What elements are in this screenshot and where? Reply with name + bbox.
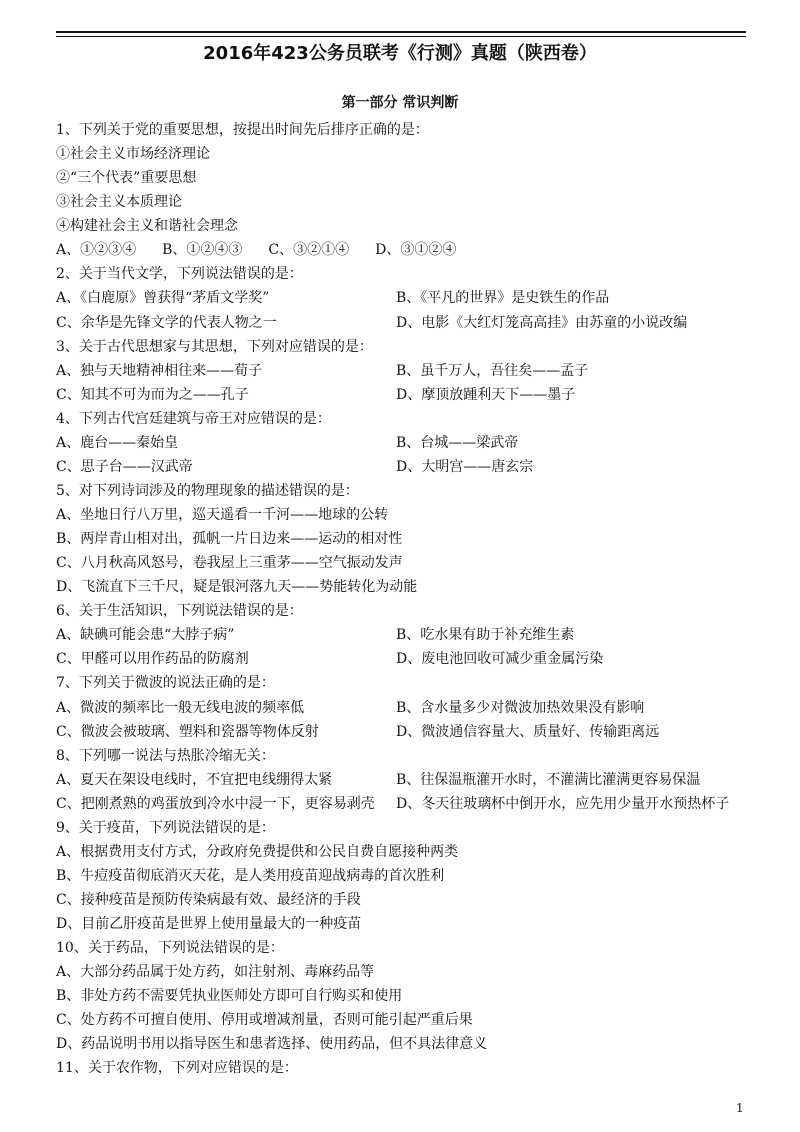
option-item: C、余华是先锋文学的代表人物之一 [56,314,277,331]
question-stem: 2、关于当代文学，下列说法错误的是： [56,266,303,283]
option-row [56,792,756,816]
option-item: B、虽千万人，吾往矣——孟子 [396,362,589,379]
option-item: C、③②①④ [268,242,350,259]
option-item: B、吃水果有助于补充维生素 [396,627,575,644]
option-line: D、目前乙肝疫苗是世界上使用量最大的一种疫苗 [56,916,362,933]
option-line: C、八月秋高风怒号，卷我屋上三重茅——空气振动发声 [56,555,403,572]
option-row [56,696,756,720]
option-line: D、药品说明书用以指导医生和患者选择、使用药品，但不具法律意义 [56,1036,488,1053]
document-title: 2016年423公务员联考《行测》真题（陕西卷） [203,43,597,64]
question-stem: 3、关于古代思想家与其思想，下列对应错误的是： [56,338,373,355]
option-line: A、大部分药品属于处方药，如注射剂、毒麻药品等 [56,964,375,981]
option-item: D、微波通信容量大、质量好、传输距离远 [396,723,660,740]
option-item: A、夏天在架设电线时，不宜把电线绷得太紧 [56,771,333,788]
option-item: B、台城——梁武帝 [396,434,519,451]
option-row [56,720,756,744]
option-line: C、处方药不可擅自使用、停用或增减剂量，否则可能引起严重后果 [56,1012,473,1029]
option-line: B、非处方药不需要凭执业医师处方即可自行购买和使用 [56,988,403,1005]
option-line: A、根据费用支付方式，分政府免费提供和公民自费自愿接种两类 [56,843,459,860]
option-line: ②“三个代表”重要思想 [56,170,197,187]
option-item: B、含水量多少对微波加热效果没有影响 [396,699,645,716]
option-item: B、往保温瓶灌开水时，不灌满比灌满更容易保温 [396,771,701,788]
question-stem: 4、下列古代宫廷建筑与帝王对应错误的是： [56,410,331,427]
question-stem: 5、对下列诗词涉及的物理现象的描述错误的是： [56,482,359,499]
option-item: C、甲醛可以用作药品的防腐剂 [56,651,249,668]
option-row [56,647,756,671]
option-line: B、两岸青山相对出，孤帆一片日边来——运动的相对性 [56,531,403,548]
option-item: B、①②④③ [162,242,243,259]
question-stem: 7、下列关于微波的说法正确的是： [56,675,275,692]
question-stem: 9、关于疫苗，下列说法错误的是： [56,819,275,836]
question-stem: 8、下列哪一说法与热胀冷缩无关： [56,747,275,764]
option-row [56,431,756,455]
option-line: ①社会主义市场经济理论 [56,146,210,163]
top-rule-thick [56,31,746,33]
section-heading: 第一部分 常识判断 [341,95,459,111]
option-item: D、③①②④ [375,242,457,259]
option-row [56,359,756,383]
option-item: D、摩顶放踵利天下——墨子 [396,386,576,403]
option-line: B、牛痘疫苗彻底消灭天花，是人类用疫苗迎战病毒的首次胜利 [56,867,445,884]
option-item: C、微波会被玻璃、塑料和瓷器等物体反射 [56,723,319,740]
option-row [56,286,756,310]
option-item: D、电影《大红灯笼高高挂》由苏童的小说改编 [396,314,688,331]
question-stem: 1、下列关于党的重要思想，按提出时间先后排序正确的是： [56,122,429,138]
option-item: C、知其不可为而为之——孔子 [56,386,249,403]
option-row [56,238,756,262]
question-list [56,118,756,1081]
option-row [56,623,756,647]
option-row [56,455,756,479]
option-line: D、飞流直下三千尺，疑是银河落九天——势能转化为动能 [56,579,418,596]
option-item: A、独与天地精神相往来——荀子 [56,362,263,379]
question-stem: 10、关于药品，下列说法错误的是： [56,940,284,957]
option-line: ④构建社会主义和谐社会理念 [56,218,238,235]
page-number: 1 [736,1101,744,1115]
question-stem: 11、关于农作物，下列对应错误的是： [56,1060,298,1077]
option-item: A、缺碘可能会患“大脖子病” [56,627,235,644]
option-item: C、思子台——汉武帝 [56,458,193,475]
option-item: C、把刚煮熟的鸡蛋放到冷水中浸一下，更容易剥壳 [56,795,375,812]
top-rule-thin [56,36,746,37]
option-item: A、①②③④ [56,242,137,259]
option-item: D、废电池回收可减少重金属污染 [396,651,604,668]
option-line: C、接种疫苗是预防传染病最有效、最经济的手段 [56,892,361,908]
option-item: A、微波的频率比一般无线电波的频率低 [56,699,305,716]
option-item: A、鹿台——秦始皇 [56,434,179,451]
option-row [56,383,756,407]
option-item: A、《白鹿原》曾获得“茅盾文学奖” [56,290,270,307]
option-item: D、冬天往玻璃杯中倒开水，应先用少量开水预热杯子 [396,795,730,812]
option-item: B、《平凡的世界》是史铁生的作品 [396,290,610,307]
option-row [56,768,756,792]
option-item: D、大明宫——唐玄宗 [396,458,534,475]
option-line: ③社会主义本质理论 [56,194,182,211]
option-line: A、坐地日行八万里，巡天遥看一千河——地球的公转 [56,507,389,523]
option-row [56,311,756,335]
question-stem: 6、关于生活知识，下列说法错误的是： [56,603,303,620]
